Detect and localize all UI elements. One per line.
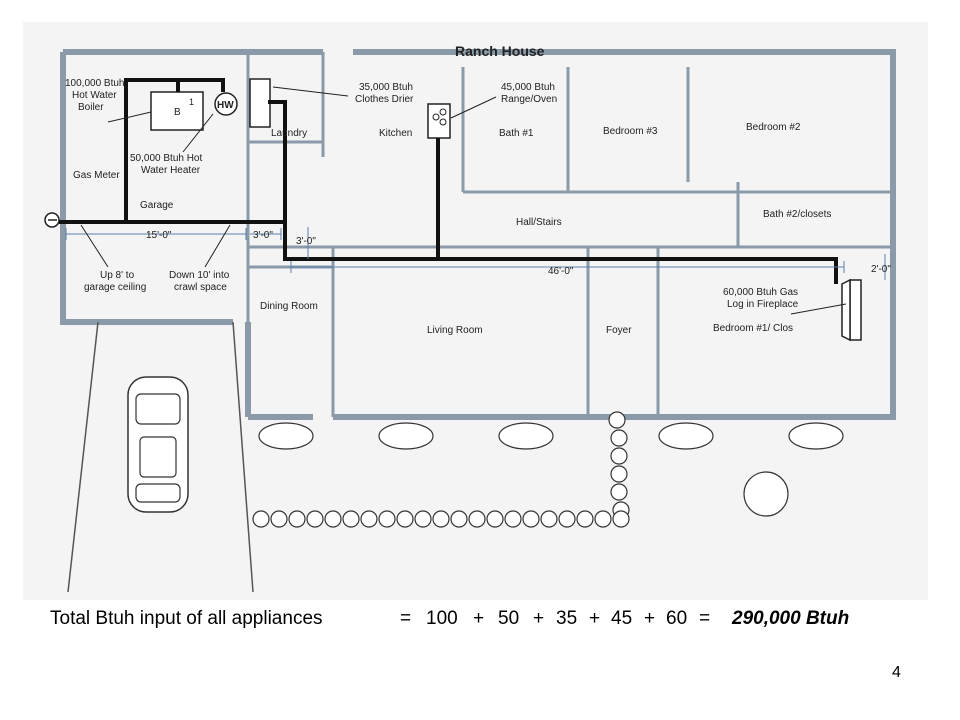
clothes-drier-icon (250, 79, 270, 127)
dimension-3ft-a: 3'-0" (253, 230, 273, 241)
dimension-3ft-b: 3'-0" (296, 236, 316, 247)
room-garage: Garage (140, 200, 174, 211)
gas-meter-icon (45, 213, 59, 227)
page-number: 4 (892, 664, 901, 681)
water-heater-label-1: 50,000 Btuh Hot (130, 153, 203, 164)
gas-meter-label: Gas Meter (73, 170, 120, 181)
plan-title: Ranch House (455, 43, 545, 59)
room-hall: Hall/Stairs (516, 217, 562, 228)
room-kitchen: Kitchen (379, 128, 413, 139)
note-up-1: Up 8' to (100, 270, 135, 281)
plus-sign-4: + (644, 608, 656, 629)
boiler-label-3: Boiler (78, 102, 104, 113)
boiler-label-2: Hot Water (72, 90, 117, 101)
room-dining: Dining Room (260, 301, 318, 312)
total-btuh-equation (50, 608, 930, 636)
note-up-2: garage ceiling (84, 282, 147, 293)
boiler-label-1: 100,000 Btuh (65, 78, 125, 89)
range-label-2: Range/Oven (501, 94, 558, 105)
term-boiler: 100 (426, 608, 458, 629)
car-icon (128, 377, 188, 512)
room-foyer: Foyer (606, 325, 632, 336)
range-icon (428, 104, 450, 138)
water-heater-label-2: Water Heater (141, 165, 201, 176)
fireplace-label-1: 60,000 Btuh Gas (723, 287, 799, 298)
room-bedroom-3: Bedroom #3 (603, 126, 658, 137)
plus-sign-2: + (533, 608, 545, 629)
range-label-1: 45,000 Btuh (501, 82, 555, 93)
room-bath-1: Bath #1 (499, 128, 534, 139)
equals-sign-2: = (699, 608, 711, 629)
note-down-1: Down 10' into (169, 270, 230, 281)
total-label: Total Btuh input of all appliances (50, 608, 323, 629)
room-living: Living Room (427, 325, 483, 336)
fireplace-label-2: Log in Fireplace (727, 299, 799, 310)
note-down-2: crawl space (174, 282, 227, 293)
room-bedroom-1: Bedroom #1/ Clos (713, 323, 794, 334)
plus-sign-3: + (589, 608, 601, 629)
drier-label-1: 35,000 Btuh (359, 82, 413, 93)
total-result: 290,000 Btuh (732, 608, 850, 629)
room-laundry: Laundry (271, 128, 308, 139)
boiler-symbol: B (174, 107, 181, 118)
floor-plan-diagram (23, 22, 928, 600)
dimension-15ft: 15'-0" (146, 230, 172, 241)
term-range: 45 (611, 608, 633, 629)
water-heater-symbol: HW (217, 100, 234, 111)
dimension-46ft: 46'-0" (548, 266, 574, 277)
plus-sign-1: + (473, 608, 485, 629)
term-fireplace: 60 (666, 608, 688, 629)
room-bath-2: Bath #2/closets (763, 209, 832, 220)
drier-label-2: Clothes Drier (355, 94, 414, 105)
term-drier: 35 (556, 608, 578, 629)
dimension-2ft: 2'-0" (871, 264, 891, 275)
term-water-heater: 50 (498, 608, 520, 629)
fireplace-icon (842, 280, 861, 340)
water-heater-tag: 1 (189, 97, 195, 107)
equals-sign-1: = (400, 608, 412, 629)
room-bedroom-2: Bedroom #2 (746, 122, 801, 133)
